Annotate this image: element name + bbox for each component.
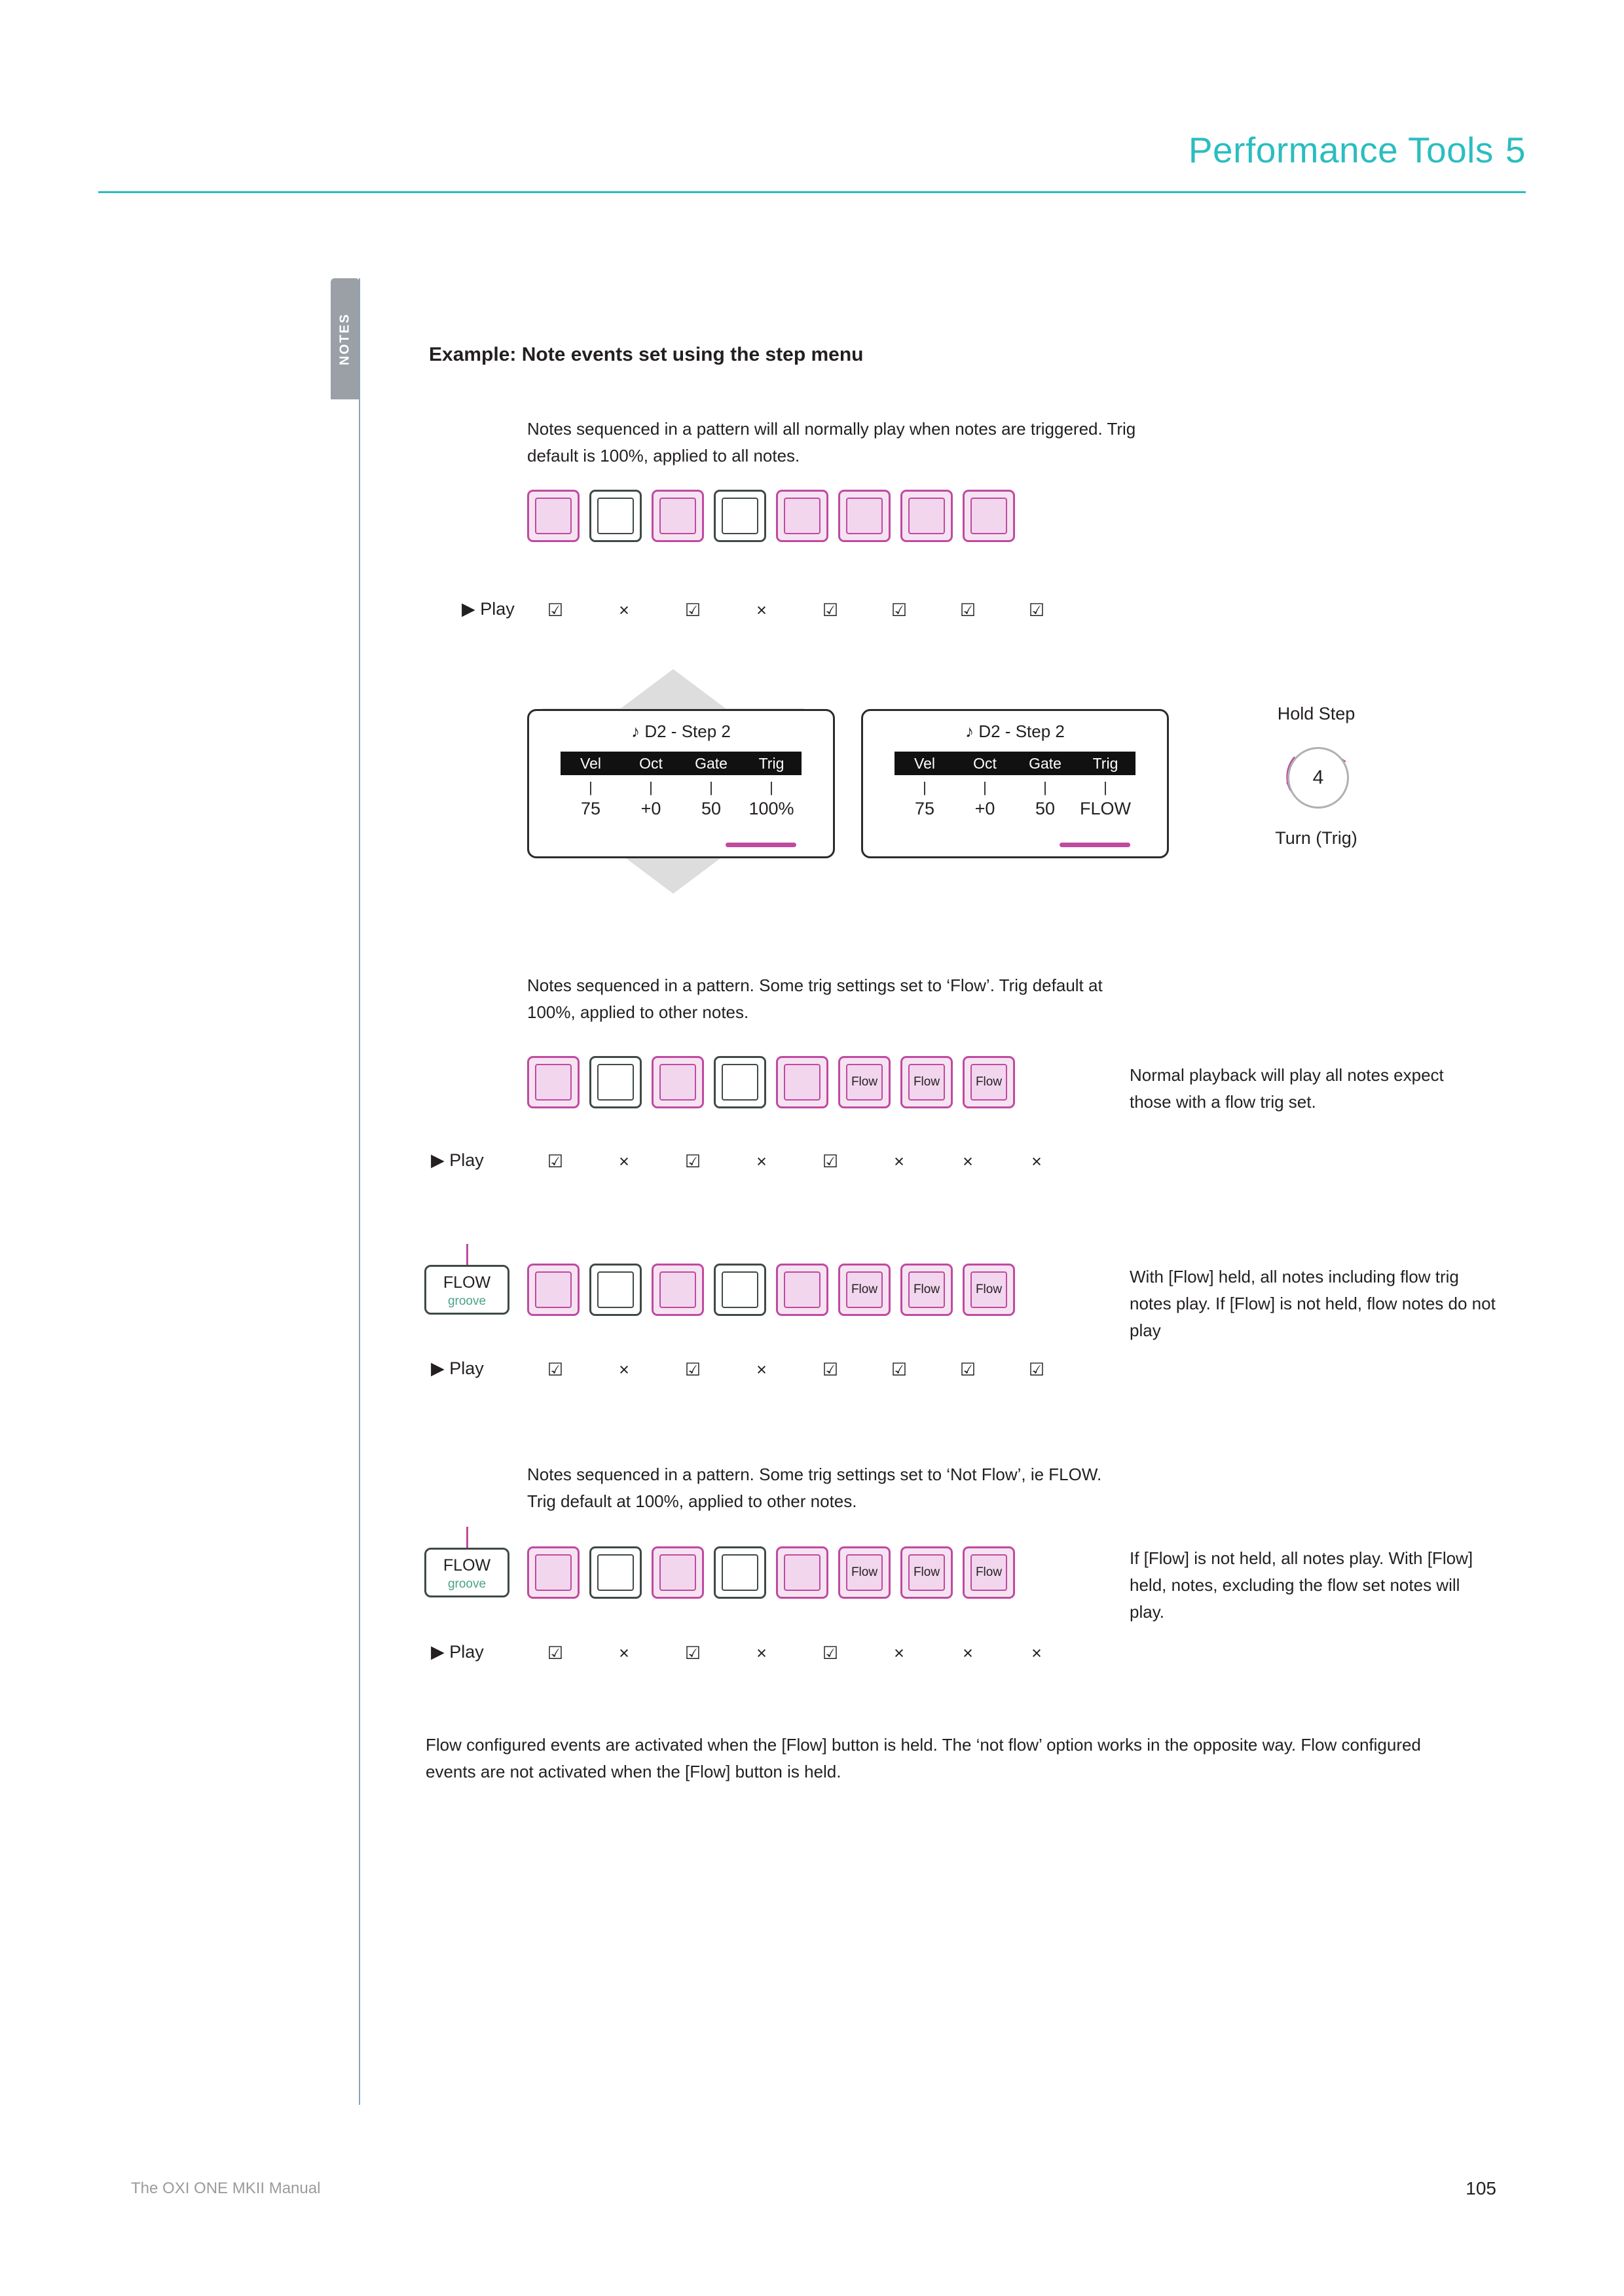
screen-tick: | (769, 779, 773, 795)
pad-label: Flow (975, 1565, 1003, 1579)
flow-button-sublabel: groove (447, 1294, 487, 1308)
pad[interactable] (652, 1546, 704, 1599)
pad-label (965, 492, 1013, 540)
pad-row-4 (527, 1546, 1015, 1599)
paragraph-2: Notes sequenced in a pattern. Some trig settings set to ‘Flow’. Trig default at 100%, applied to other notes. (527, 975, 1103, 1022)
pad[interactable] (527, 1546, 580, 1599)
play-row-1 (462, 599, 1182, 625)
paragraph-1: Notes sequenced in a pattern will all normally play when notes are triggered. Trig default is 100%, applied to all notes. (527, 419, 1136, 465)
pad-label (716, 1548, 764, 1597)
pad-label (716, 1058, 764, 1106)
play-mark: ☑ (1028, 600, 1045, 620)
screen-tick: | (649, 779, 653, 795)
pad[interactable] (900, 1264, 953, 1316)
screen-ticks (895, 779, 1135, 795)
pad-label (840, 492, 889, 540)
play-mark: × (756, 1152, 767, 1171)
pad-label (778, 1548, 826, 1597)
pad-label (654, 1058, 702, 1106)
page-title (1189, 129, 1526, 171)
pad-label: Flow (975, 1283, 1003, 1296)
play-mark: ☑ (547, 1360, 564, 1379)
screen-value-gate: 50 (701, 799, 722, 818)
flow-button-label: FLOW (443, 1273, 491, 1292)
pad-label (529, 1058, 578, 1106)
gray-arrow-up-icon (542, 669, 804, 714)
pad-label (654, 1266, 702, 1314)
pad[interactable] (652, 1264, 704, 1316)
pad[interactable] (776, 490, 828, 542)
side-note-3: If [Flow] is not held, all notes play. With [Flow] held, notes, excluding the flow set notes will play. (1130, 1548, 1473, 1622)
play-mark: ☑ (684, 1360, 701, 1379)
play-mark: × (894, 1643, 904, 1663)
screen-value-trig: 100% (748, 799, 794, 818)
screen-title: ♪ D2 - Step 2 (965, 721, 1065, 741)
pad[interactable] (776, 1546, 828, 1599)
pad[interactable] (589, 1056, 642, 1108)
screen-col-header: Oct (973, 755, 997, 772)
play-mark: ☑ (547, 1152, 564, 1171)
paragraph-4: Flow configured events are activated when the [Flow] button is held. The ‘not flow’ option works in the opposite way. Flow configured events are not activated when the [Flow] button is held. (426, 1735, 1421, 1781)
play-mark: ☑ (684, 1152, 701, 1171)
play-mark: ☑ (684, 600, 701, 620)
screen-col-header: Gate (1029, 755, 1061, 772)
play-mark: ☑ (1028, 1360, 1045, 1379)
pad-label (654, 492, 702, 540)
screen-ticks (561, 779, 802, 795)
pad[interactable] (776, 1264, 828, 1316)
pad-label (778, 1058, 826, 1106)
pad[interactable] (589, 490, 642, 542)
pad[interactable] (776, 1056, 828, 1108)
pad-label (591, 1058, 640, 1106)
pad-label (654, 1548, 702, 1597)
screen-header-bar (895, 752, 1135, 775)
play-mark: ☑ (822, 1152, 839, 1171)
screen-col-header: Oct (639, 755, 663, 772)
pad-label (591, 492, 640, 540)
play-mark: × (619, 1152, 629, 1171)
play-row-4 (431, 1642, 1184, 1668)
screen-tick: | (983, 779, 987, 795)
step-menu-screen-2 (861, 709, 1169, 858)
pad[interactable] (838, 1056, 891, 1108)
footer-manual-title: The OXI ONE MKII Manual (131, 2179, 321, 2197)
pad-row-1 (527, 490, 1015, 542)
play-mark: × (1031, 1152, 1042, 1171)
pad-row-3 (527, 1264, 1015, 1316)
paragraph-3: Notes sequenced in a pattern. Some trig settings set to ‘Not Flow’, ie FLOW. Trig default at 100%, applied to other notes. (527, 1465, 1102, 1511)
pad-label (591, 1548, 640, 1597)
screen-col-header: Trig (758, 755, 784, 772)
pad-row-2 (527, 1056, 1015, 1108)
section-tab-notes (331, 278, 360, 399)
screen-value-oct: +0 (974, 799, 995, 818)
pad-label: Flow (913, 1565, 940, 1579)
play-mark: × (619, 1643, 629, 1663)
play-mark: ☑ (547, 600, 564, 620)
side-note-2: With [Flow] held, all notes including flow trig notes play. If [Flow] is not held, flow notes do not play (1130, 1267, 1496, 1340)
play-label: ▶ Play (462, 599, 515, 619)
pad[interactable] (838, 1264, 891, 1316)
play-mark: ☑ (684, 1643, 701, 1663)
header-divider (98, 191, 1526, 193)
play-mark: × (619, 1360, 629, 1379)
play-label: ▶ Play (431, 1150, 484, 1170)
play-mark: × (963, 1643, 973, 1663)
screen-value-oct: +0 (640, 799, 661, 818)
pad[interactable] (652, 490, 704, 542)
screen-col-header: Gate (695, 755, 728, 772)
screen-tick: | (923, 779, 927, 795)
knob-value: 4 (1312, 767, 1324, 788)
vertical-rule (359, 278, 360, 2105)
screen-value-vel: 75 (914, 799, 935, 818)
play-label: ▶ Play (431, 1358, 484, 1378)
pad-label (529, 1266, 578, 1314)
flow-arrow-2 (466, 1527, 468, 1549)
play-mark: × (619, 600, 629, 620)
play-mark: ☑ (959, 1360, 976, 1379)
pad[interactable] (963, 1264, 1015, 1316)
chapter-number: 5 (1505, 130, 1526, 170)
screen-tick: | (709, 779, 713, 795)
pad-label (529, 492, 578, 540)
pad[interactable] (963, 490, 1015, 542)
screen-value-gate: 50 (1035, 799, 1056, 818)
pad[interactable] (838, 490, 891, 542)
play-label: ▶ Play (431, 1642, 484, 1662)
play-mark: × (894, 1152, 904, 1171)
pad[interactable] (963, 1056, 1015, 1108)
screen-values (895, 799, 1135, 822)
pad[interactable] (527, 1264, 580, 1316)
screen-col-header: Trig (1092, 755, 1118, 772)
pad-label (716, 492, 764, 540)
pad-label (591, 1266, 640, 1314)
screen-tick: | (1043, 779, 1047, 795)
page-title-text: Performance Tools (1188, 130, 1494, 170)
play-mark: ☑ (822, 1643, 839, 1663)
pad-label (778, 492, 826, 540)
flow-button-sublabel: groove (447, 1577, 487, 1591)
step-menu-screen-1 (527, 709, 835, 858)
pad-label (716, 1266, 764, 1314)
pad-label (529, 1548, 578, 1597)
example-heading: Example: Note events set using the step menu (429, 344, 864, 365)
side-note-1: Normal playback will play all notes expect those with a flow trig set. (1130, 1065, 1444, 1112)
play-mark: × (756, 600, 767, 620)
flow-button-label: FLOW (443, 1556, 491, 1575)
pad-label: Flow (851, 1283, 878, 1296)
pad[interactable] (900, 490, 953, 542)
pad-label: Flow (851, 1075, 878, 1089)
flow-button-1[interactable] (424, 1265, 509, 1315)
screen-value-trig: FLOW (1080, 799, 1131, 818)
flow-arrow-1 (466, 1244, 468, 1266)
pad[interactable] (838, 1546, 891, 1599)
screen-col-header: Vel (580, 755, 601, 772)
pad-label: Flow (851, 1565, 878, 1579)
hold-step-knob-group (1231, 704, 1401, 867)
pad[interactable] (900, 1546, 953, 1599)
pad-label (778, 1266, 826, 1314)
pad[interactable] (714, 490, 766, 542)
pad[interactable] (527, 490, 580, 542)
step-knob[interactable] (1287, 747, 1349, 809)
pad[interactable] (714, 1056, 766, 1108)
play-row-3 (431, 1358, 1184, 1385)
pad[interactable] (527, 1056, 580, 1108)
pad[interactable] (714, 1546, 766, 1599)
page-header (98, 115, 1526, 193)
play-mark: × (756, 1643, 767, 1663)
screen-title: ♪ D2 - Step 2 (631, 721, 731, 741)
footer-page-number: 105 (1466, 2178, 1496, 2198)
pad-label: Flow (975, 1075, 1003, 1089)
section-tab-label: NOTES (337, 312, 352, 365)
pad-label (902, 492, 951, 540)
pad[interactable] (963, 1546, 1015, 1599)
screen-values (561, 799, 802, 822)
pad[interactable] (652, 1056, 704, 1108)
screen-tick: | (1103, 779, 1107, 795)
play-mark: ☑ (959, 600, 976, 620)
pad[interactable] (900, 1056, 953, 1108)
pad-label: Flow (913, 1283, 940, 1296)
screen-col-header: Vel (914, 755, 935, 772)
flow-button-2[interactable] (424, 1548, 509, 1597)
screen-trig-underline (1060, 843, 1130, 847)
knob-bottom-label: Turn (Trig) (1275, 828, 1357, 848)
pad[interactable] (589, 1546, 642, 1599)
screen-trig-underline (726, 843, 796, 847)
pad[interactable] (714, 1264, 766, 1316)
pad-label: Flow (913, 1075, 940, 1089)
play-mark: ☑ (822, 600, 839, 620)
play-row-2 (431, 1150, 1184, 1176)
screen-tick: | (589, 779, 593, 795)
play-mark: × (963, 1152, 973, 1171)
play-mark: ☑ (822, 1360, 839, 1379)
play-mark: ☑ (547, 1643, 564, 1663)
play-mark: ☑ (891, 600, 908, 620)
screen-header-bar (561, 752, 802, 775)
pad[interactable] (589, 1264, 642, 1316)
play-mark: ☑ (891, 1360, 908, 1379)
screen-value-vel: 75 (580, 799, 601, 818)
play-mark: × (756, 1360, 767, 1379)
play-mark: × (1031, 1643, 1042, 1663)
knob-top-label: Hold Step (1277, 704, 1356, 723)
